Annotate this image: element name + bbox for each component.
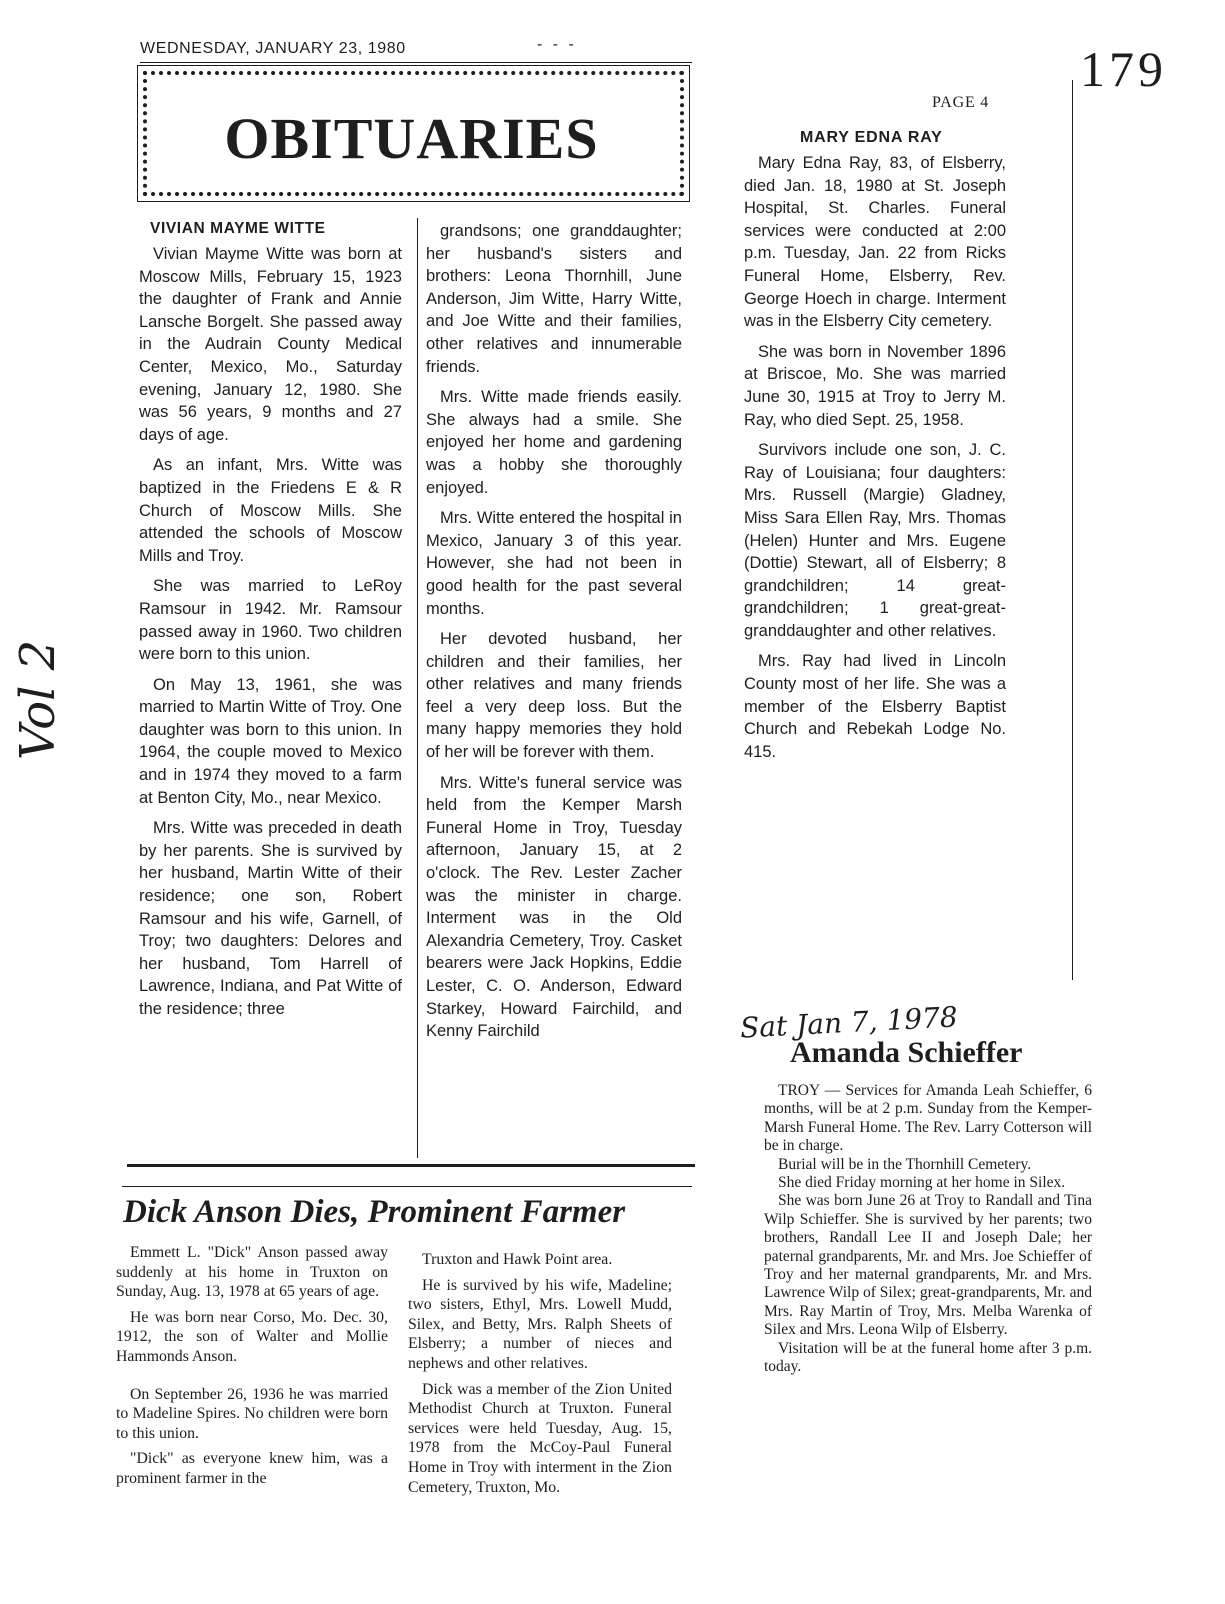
ray-paragraph: Mrs. Ray had lived in Lincoln County most of her life. She was a member of the Elsberry Baptist Church and Rebekah Lodge No. 415.: [744, 652, 1006, 761]
witte-paragraph: As an infant, Mrs. Witte was baptized in the Friedens E & R Church of Moscow Mills. She attended the schools of Moscow Mills and Troy.: [139, 456, 402, 565]
anson-column-2: [408, 1250, 672, 1503]
anson-paragraph: He was born near Corso, Mo. Dec. 30, 1912, the son of Walter and Mollie Hammonds Anson.: [116, 1308, 388, 1365]
anson-paragraph: He is survived by his wife, Madeline; two sisters, Ethyl, Mrs. Lowell Mudd, Silex, and Betty, Mrs. Ralph Sheets of Elsberry; a number of nieces and nephews and other relatives.: [408, 1276, 672, 1372]
schieffer-paragraph: Visitation will be at the funeral home after 3 p.m. today.: [764, 1339, 1092, 1376]
margin-handwritten-note: Vol 2: [10, 639, 66, 760]
anson-paragraph: Emmett L. "Dick" Anson passed away suddenly at his home in Truxton on Sunday, Aug. 13, 1978 at 65 years of age.: [116, 1244, 388, 1301]
ray-heading: MARY EDNA RAY: [800, 129, 943, 146]
anson-paragraph: Truxton and Hawk Point area.: [422, 1251, 613, 1268]
witte-column-1: [139, 243, 402, 1029]
witte-paragraph: Mrs. Witte entered the hospital in Mexico, January 3 of this year. However, she had not been in good health for the past several months.: [426, 509, 682, 618]
anson-paragraph: Dick was a member of the Zion United Methodist Church at Truxton. Funeral services were held Tuesday, Aug. 15, 1978 from the McCoy-Paul Funeral Home in Troy with interment in the Zion Cemetery, Truxton, Mo.: [408, 1380, 672, 1496]
page-label: PAGE 4: [932, 94, 990, 111]
schieffer-paragraph: She was born June 26 at Troy to Randall and Tina Wilp Schieffer. She is survived by her parents; two brothers, Randall Lee II and Joseph Dale; her paternal grandparents, Mr. and Mrs. Joe Schieffer of Troy and her maternal grandparents, Mr. and Mrs. Lawrence Wilp of Silex; great-grandparents, Mr. and Mrs. Ray Martin of Troy, Mrs. Melba Warenka of Silex and Mrs. Leona Wilp of Elsberry.: [764, 1192, 1092, 1339]
witte-paragraph: grandsons; one granddaughter; her husband's sisters and brothers: Leona Thornhill, June Anderson, Jim Witte, Harry Witte, and Joe Witte and their families, other relatives and innumerable friends.: [426, 222, 682, 376]
witte-heading: VIVIAN MAYME WITTE: [150, 220, 326, 237]
schieffer-paragraph: TROY — Services for Amanda Leah Schieffer, 6 months, will be at 2 p.m. Sunday from the Kemper-Marsh Funeral Home. The Rev. Larry Cotterson will be in charge.: [764, 1082, 1092, 1155]
anson-paragraph: "Dick" as everyone knew him, was a prominent farmer in the: [116, 1450, 388, 1487]
witte-paragraph: On May 13, 1961, she was married to Martin Witte of Troy. One daughter was born to this union. In 1964, the couple moved to Mexico and in 1974 they moved to a farm at Benton City, Mo., near Mexico.: [139, 675, 402, 807]
schieffer-heading: Amanda Schieffer: [790, 1036, 1023, 1069]
witte-paragraph: She was married to LeRoy Ramsour in 1942. Mr. Ramsour passed away in 1960. Two children were born to this union.: [139, 577, 402, 664]
anson-column-1: [116, 1243, 388, 1495]
anson-top-rule: [122, 1186, 692, 1187]
schieffer-paragraph: Burial will be in the Thornhill Cemetery.: [778, 1155, 1032, 1173]
dateline: WEDNESDAY, JANUARY 23, 1980: [140, 40, 406, 57]
schieffer-column: [764, 1082, 1092, 1377]
header-rule: [140, 62, 692, 63]
page-number: 179: [1080, 41, 1167, 97]
ray-right-border: [1072, 80, 1073, 980]
witte-paragraph: Mrs. Witte's funeral service was held from the Kemper Marsh Funeral Home in Troy, Tuesday afternoon, January 15, at 2 o'clock. The Rev. Lester Zacher was the minister in charge. Interment was in the Old Alexandria Cemetery, Troy. Casket bearers were Jack Hopkins, Eddie Lester, C. O. Anderson, Edward Starkey, Howard Fairchild, and Kenny Fairchild: [426, 773, 682, 1041]
clipping-bottom-rule: [127, 1164, 695, 1167]
schieffer-paragraph: She died Friday morning at her home in Silex.: [778, 1174, 1066, 1192]
ray-column: [744, 152, 1006, 771]
witte-paragraph: Vivian Mayme Witte was born at Moscow Mills, February 15, 1923 the daughter of Frank and Annie Lansche Borgelt. She passed away in the Audrain County Medical Center, Mexico, Mo., Saturday evening, January 12, 1980. She was 56 years, 9 months and 27 days of age.: [139, 245, 402, 444]
ray-paragraph: Mary Edna Ray, 83, of Elsberry, died Jan. 18, 1980 at St. Joseph Hospital, St. Charles. Funeral services were conducted at 2:00 p.m. Tuesday, Jan. 22 from Ricks Funeral Home, Elsberry, Rev. George Hoech in charge. Interment was in the Elsberry City cemetery.: [744, 154, 1006, 331]
dateline-dashes: - - -: [537, 36, 577, 53]
witte-column-2: [426, 220, 682, 1051]
anson-headline: Dick Anson Dies, Prominent Farmer: [123, 1194, 626, 1230]
witte-paragraph: Her devoted husband, her children and their families, her other relatives and many friends feel a very deep loss. But the many happy memories they hold of her will be forever with them.: [426, 630, 682, 762]
masthead-title: OBITUARIES: [224, 106, 599, 171]
witte-paragraph: Mrs. Witte was preceded in death by her parents. She is survived by her husband, Martin Witte of their residence; one son, Robert Ramsour and his wife, Garnell, of Troy; two daughters: Delores and her husband, Tom Harrell of Lawrence, Indiana, and Pat Witte of the residence; three: [139, 819, 402, 1018]
handwritten-date: Sat Jan 7, 1978: [739, 1000, 959, 1045]
column-divider: [417, 218, 418, 1158]
ray-paragraph: She was born in November 1896 at Briscoe, Mo. She was married June 30, 1915 at Troy to Jerry M. Ray, who died Sept. 25, 1958.: [744, 342, 1006, 429]
ray-paragraph: Survivors include one son, J. C. Ray of Louisiana; four daughters: Mrs. Russell (Margie) Gladney, Miss Sara Ellen Ray, Mrs. Thomas (Helen) Hunter and Mrs. Eugene (Dottie) Stewart, all of Elsberry; 8 grandchildren; 14 great-grandchildren; 1 great-great-granddaughter and other relatives.: [744, 441, 1006, 640]
anson-paragraph: On September 26, 1936 he was married to Madeline Spires. No children were born to this union.: [116, 1385, 388, 1442]
witte-paragraph: Mrs. Witte made friends easily. She always had a smile. She enjoyed her home and gardening was a hobby she thoroughly enjoyed.: [426, 388, 682, 497]
